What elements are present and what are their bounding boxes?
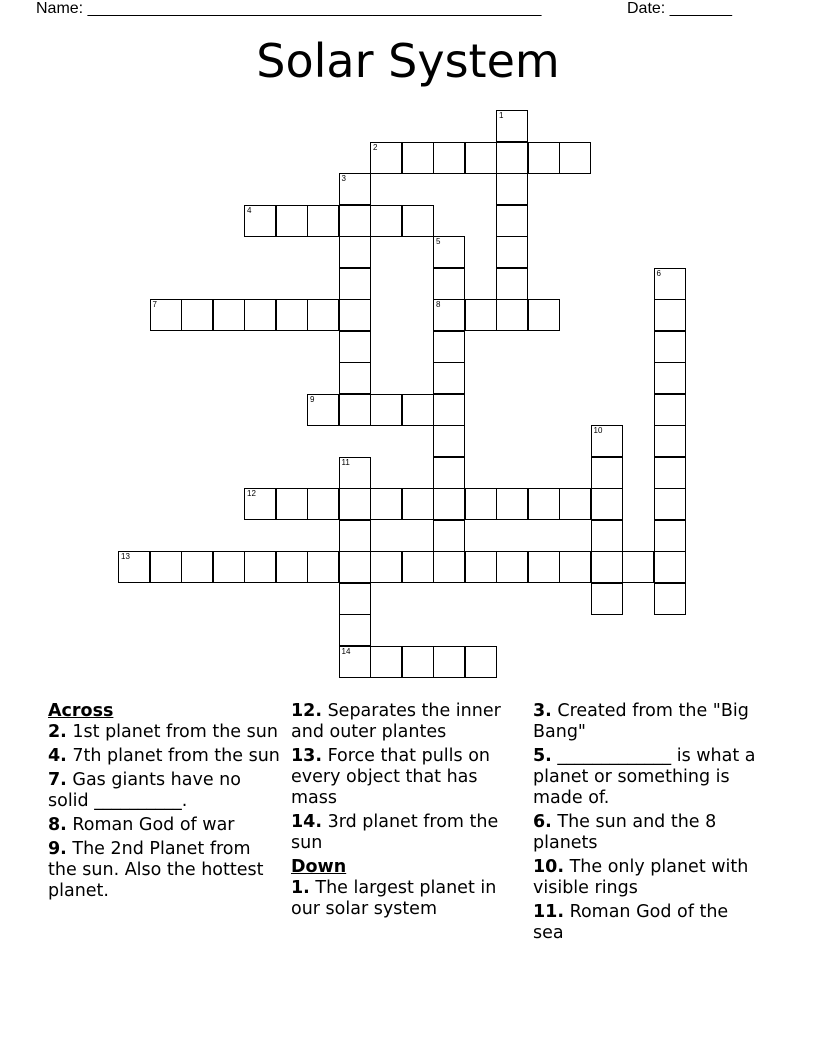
clue-down-5: [533, 746, 758, 809]
clue-text: The 2nd Planet from the sun. Also the hottest planet.: [48, 839, 264, 901]
crossword-cell[interactable]: [276, 488, 308, 520]
crossword-cell[interactable]: [433, 299, 465, 331]
clue-text: The sun and the 8 planets: [533, 812, 717, 853]
crossword-cell[interactable]: [244, 488, 276, 520]
clue-number: 10.: [533, 857, 565, 877]
crossword-cell[interactable]: [465, 488, 497, 520]
crossword-cell[interactable]: [213, 299, 245, 331]
clue-text: 3rd planet from the sun: [291, 812, 499, 853]
crossword-cell[interactable]: [654, 551, 686, 583]
clue-text: 7th planet from the sun: [66, 746, 280, 766]
crossword-cell[interactable]: [591, 457, 623, 489]
crossword-cell[interactable]: [339, 205, 371, 237]
crossword-cell[interactable]: [654, 268, 686, 300]
clue-number: 13.: [291, 746, 323, 766]
crossword-cell[interactable]: [559, 142, 591, 174]
crossword-cell[interactable]: [528, 299, 560, 331]
clues-column-2: [291, 701, 526, 923]
clue-number: 3.: [533, 701, 552, 721]
crossword-cell[interactable]: [433, 394, 465, 426]
crossword-cell[interactable]: [654, 488, 686, 520]
crossword-cell[interactable]: [244, 551, 276, 583]
crossword-cell[interactable]: [433, 488, 465, 520]
crossword-cell[interactable]: [654, 394, 686, 426]
crossword-cell[interactable]: [654, 520, 686, 552]
crossword-cell[interactable]: [559, 488, 591, 520]
crossword-cell[interactable]: [339, 457, 371, 489]
crossword-cell[interactable]: [402, 205, 434, 237]
clue-down-6: [533, 812, 758, 854]
crossword-cell[interactable]: [433, 425, 465, 457]
crossword-cell[interactable]: [339, 331, 371, 363]
crossword-cell[interactable]: [402, 394, 434, 426]
crossword-cell[interactable]: [591, 551, 623, 583]
clue-number-label: 1: [499, 111, 504, 120]
crossword-cell[interactable]: [118, 551, 150, 583]
clue-number: 4.: [48, 746, 67, 766]
crossword-cell[interactable]: [244, 205, 276, 237]
crossword-cell[interactable]: [591, 520, 623, 552]
crossword-cell[interactable]: [339, 646, 371, 678]
crossword-cell[interactable]: [654, 299, 686, 331]
crossword-cell[interactable]: [402, 646, 434, 678]
crossword-cell[interactable]: [591, 583, 623, 615]
crossword-cell[interactable]: [496, 299, 528, 331]
crossword-cell[interactable]: [307, 394, 339, 426]
crossword-cell[interactable]: [339, 299, 371, 331]
clues-column-3: [533, 701, 758, 947]
crossword-cell[interactable]: [433, 362, 465, 394]
crossword-cell[interactable]: [433, 646, 465, 678]
crossword-cell[interactable]: [496, 110, 528, 142]
crossword-cell[interactable]: [528, 142, 560, 174]
crossword-cell[interactable]: [402, 551, 434, 583]
clue-across-8: [48, 815, 283, 836]
clue-text: Force that pulls on every object that has mass: [291, 746, 490, 808]
crossword-cell[interactable]: [559, 551, 591, 583]
crossword-cell[interactable]: [213, 551, 245, 583]
crossword-cell[interactable]: [654, 362, 686, 394]
crossword-cell[interactable]: [433, 268, 465, 300]
clue-number: 14.: [291, 812, 323, 832]
clue-across-13: [291, 746, 526, 809]
crossword-cell[interactable]: [496, 268, 528, 300]
crossword-cell[interactable]: [496, 205, 528, 237]
crossword-cell[interactable]: [654, 457, 686, 489]
crossword-cell[interactable]: [496, 173, 528, 205]
clue-text: Separates the inner and outer plantes: [291, 701, 501, 742]
crossword-cell[interactable]: [370, 488, 402, 520]
clue-number-label: 3: [341, 174, 346, 183]
clue-text: Gas giants have no solid __________.: [48, 770, 241, 811]
clue-text: The largest planet in our solar system: [291, 878, 497, 919]
clue-number-label: 6: [656, 268, 661, 278]
date-field[interactable]: Date: _______: [627, 0, 732, 17]
clue-text: 1st planet from the sun: [66, 722, 278, 742]
crossword-cell[interactable]: [654, 425, 686, 457]
clue-down-10: [533, 857, 758, 899]
clue-number-label: 13: [121, 552, 130, 561]
clue-number: 2.: [48, 722, 67, 742]
crossword-cell[interactable]: [244, 299, 276, 331]
crossword-cell[interactable]: [496, 236, 528, 268]
crossword-cell[interactable]: [339, 362, 371, 394]
crossword-cell[interactable]: [433, 236, 465, 268]
crossword-cell[interactable]: [433, 520, 465, 552]
clue-number-label: 8: [436, 300, 441, 309]
crossword-cell[interactable]: [370, 205, 402, 237]
crossword-cell[interactable]: [591, 425, 623, 457]
crossword-cell[interactable]: [307, 551, 339, 583]
clue-number-label: 7: [152, 300, 157, 309]
clues-column-1: [48, 701, 283, 905]
down-heading: Down: [291, 857, 347, 877]
crossword-cell[interactable]: [181, 299, 213, 331]
crossword-cell[interactable]: [465, 299, 497, 331]
clue-down-3: [533, 701, 758, 743]
crossword-cell[interactable]: [276, 299, 308, 331]
crossword-cell[interactable]: [307, 488, 339, 520]
crossword-cell[interactable]: [433, 142, 465, 174]
clue-across-12: [291, 701, 526, 743]
crossword-cell[interactable]: [496, 551, 528, 583]
clue-number-label: 12: [247, 489, 256, 498]
crossword-cell[interactable]: [339, 268, 371, 300]
crossword-cell[interactable]: [307, 299, 339, 331]
crossword-cell[interactable]: [370, 646, 402, 678]
clue-across-2: [48, 722, 283, 743]
crossword-cell[interactable]: [654, 583, 686, 615]
crossword-cell[interactable]: [339, 236, 371, 268]
name-field[interactable]: Name: ___________________________________________________: [36, 0, 542, 17]
clue-number: 6.: [533, 812, 552, 832]
crossword-cell[interactable]: [339, 488, 371, 520]
clue-across-4: [48, 746, 283, 767]
crossword-cell[interactable]: [402, 488, 434, 520]
crossword-cell[interactable]: [370, 551, 402, 583]
clue-number: 11.: [533, 902, 565, 922]
clue-down-11: [533, 902, 758, 944]
clue-across-9: [48, 839, 283, 902]
clue-number-label: 4: [247, 205, 252, 215]
crossword-cell[interactable]: [339, 551, 371, 583]
crossword-cell[interactable]: [150, 299, 182, 331]
clue-number: 9.: [48, 839, 67, 859]
crossword-cell[interactable]: [528, 551, 560, 583]
clue-number-label: 9: [310, 394, 315, 404]
crossword-cell[interactable]: [181, 551, 213, 583]
crossword-cell[interactable]: [465, 142, 497, 174]
crossword-cell[interactable]: [307, 205, 339, 237]
across-heading: Across: [48, 701, 114, 721]
crossword-cell[interactable]: [276, 551, 308, 583]
crossword-cell[interactable]: [496, 488, 528, 520]
clue-number: 5.: [533, 746, 552, 766]
clue-text: Roman God of war: [66, 815, 235, 835]
crossword-cell[interactable]: [402, 142, 434, 174]
clue-number: 1.: [291, 878, 310, 898]
clue-number-label: 14: [341, 646, 351, 656]
clue-number: 7.: [48, 770, 67, 790]
crossword-cell[interactable]: [528, 488, 560, 520]
clue-text: Roman God of the sea: [533, 902, 729, 943]
crossword-cell[interactable]: [339, 394, 371, 426]
crossword-cell[interactable]: [433, 551, 465, 583]
clue-number: 12.: [291, 701, 323, 721]
crossword-cell[interactable]: [339, 583, 371, 615]
crossword-cell[interactable]: [465, 646, 497, 678]
crossword-cell[interactable]: [339, 614, 371, 646]
page-title: Solar System: [256, 34, 560, 88]
clue-number-label: 5: [436, 237, 441, 246]
crossword-cell[interactable]: [622, 551, 654, 583]
crossword-cell[interactable]: [276, 205, 308, 237]
crossword-cell[interactable]: [465, 551, 497, 583]
clue-number: 8.: [48, 815, 67, 835]
crossword-cell[interactable]: [433, 331, 465, 363]
clue-text: Created from the "Big Bang": [533, 701, 749, 742]
clue-down-1: [291, 878, 526, 920]
clue-text: The only planet with visible rings: [533, 857, 749, 898]
crossword-cell[interactable]: [339, 520, 371, 552]
crossword-cell[interactable]: [496, 142, 528, 174]
clue-number-label: 10: [593, 426, 603, 435]
crossword-cell[interactable]: [591, 488, 623, 520]
clue-number-label: 11: [341, 457, 350, 467]
crossword-cell[interactable]: [370, 142, 402, 174]
crossword-cell[interactable]: [654, 331, 686, 363]
clue-across-7: [48, 770, 283, 812]
crossword-cell[interactable]: [150, 551, 182, 583]
crossword-cell[interactable]: [433, 457, 465, 489]
clue-number-label: 2: [373, 142, 378, 152]
clue-across-14: [291, 812, 526, 854]
clue-text: _____________ is what a planet or something is made of.: [533, 746, 756, 808]
crossword-cell[interactable]: [370, 394, 402, 426]
crossword-cell[interactable]: [339, 173, 371, 205]
